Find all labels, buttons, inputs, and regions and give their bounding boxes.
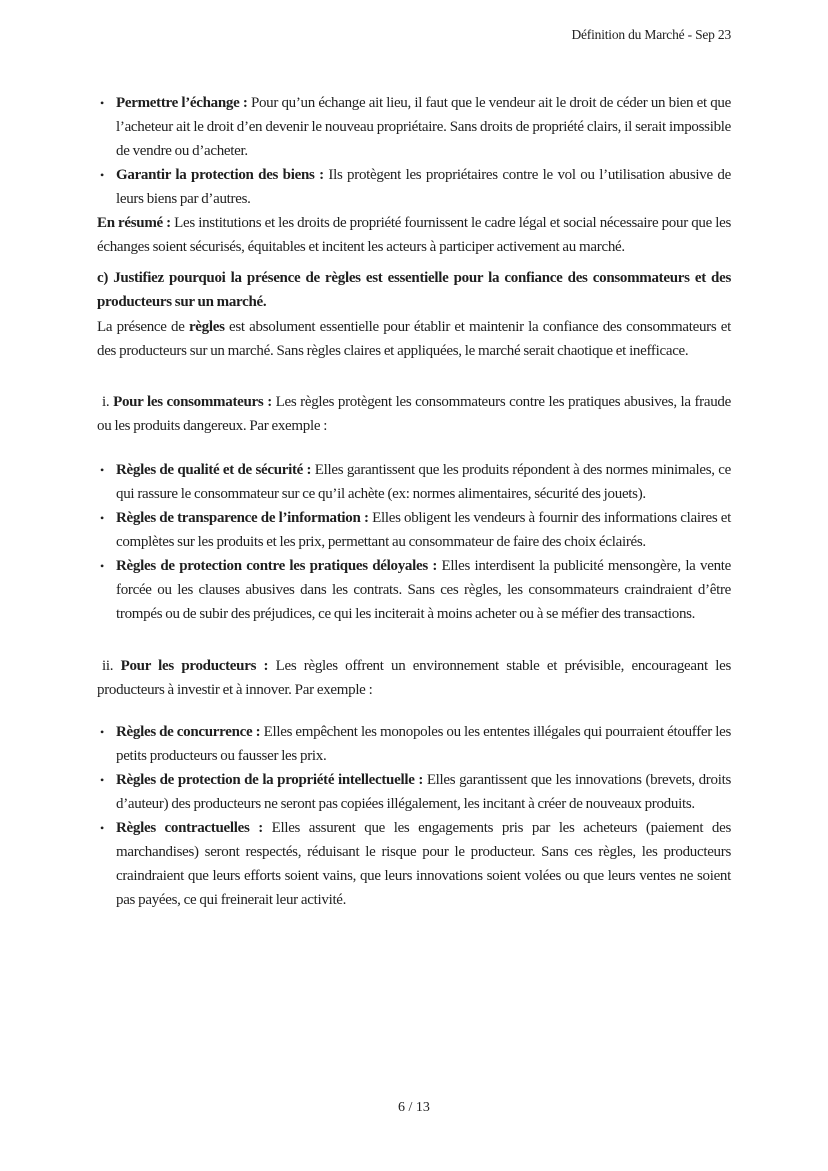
item-text: Elles empêchent les monopoles ou les ententes illégales qui pourraient étouffer les petits producteurs ou fausser les prix. (116, 724, 731, 764)
document-header: Définition du Marché - Sep 23 (571, 27, 731, 42)
answer-bold-word: règles (188, 319, 225, 335)
list-item (97, 506, 731, 554)
list-item (97, 163, 731, 211)
consumer-rules-list (97, 458, 731, 626)
question-c-heading: c) Justifiez pourquoi la présence de règles est essentielle pour la confiance des consommateurs et des producteurs sur un marché. (97, 270, 731, 310)
bullet-icon: • (100, 559, 104, 573)
list-item (97, 91, 731, 163)
item-text: Elles obligent les vendeurs à fournir des informations claires et complètes sur les produits et les prix, permettant au consommateur de faire des choix éclairés. (116, 510, 731, 550)
summary-paragraph (97, 211, 731, 259)
document-content (97, 91, 731, 912)
consumers-text: Les règles protègent les consommateurs contre les pratiques abusives, la fraude ou les produits dangereux. Par exemple : (97, 394, 731, 434)
consumers-prefix: i. (102, 394, 110, 410)
item-text: Elles garantissent que les innovations (brevets, droits d’auteur) des producteurs ne seront pas copiées illégalement, les incitant à créer de nouveaux produits. (116, 772, 731, 812)
list-item (97, 720, 731, 768)
bullet-icon: • (100, 773, 104, 787)
item-lead: Règles de qualité et de sécurité : (116, 462, 312, 478)
bullet-icon: • (100, 511, 104, 525)
producers-lead: Pour les producteurs : (120, 658, 269, 674)
item-lead: Garantir la protection des biens : (116, 167, 324, 183)
bullet-icon: • (100, 168, 104, 182)
summary-text: Les institutions et les droits de propriété fournissent le cadre légal et social nécessaire pour que les échanges soient sécurisés, équitables et incitent les acteurs à participer activement au marché. (97, 215, 731, 255)
list-item (97, 768, 731, 816)
bullet-icon: • (100, 725, 104, 739)
item-text: Ils protègent les propriétaires contre le vol ou l’utilisation abusive de leurs biens par d’autres. (116, 167, 731, 207)
page-number: 6 / 13 (398, 1100, 430, 1115)
bullet-icon: • (100, 463, 104, 477)
list-item (97, 458, 731, 506)
item-text: Elles interdisent la publicité mensongère, la vente forcée ou les clauses abusives dans les contrats. Sans ces règles, les consommateurs craindraient d’être trompés ou de subir des préjudices, ce qui les inciterait à moins acheter ou à se méfier des transactions. (116, 558, 731, 622)
item-lead: Règles de protection contre les pratiques déloyales : (116, 558, 438, 574)
item-text: Elles assurent que les engagements pris par les acheteurs (paiement des marchandises) seront respectés, réduisant le risque pour le producteur. Sans ces règles, les producteurs craindraient que leurs efforts soient vains, que leurs innovations soient volées ou que leurs ventes ne soient pas payées, ce qui freinerait leur activité. (116, 820, 731, 908)
item-text: Elles garantissent que les produits répondent à des normes minimales, ce qui rassure le consommateur sur ce qu’il achète (ex: normes alimentaires, sécurité des jouets). (116, 462, 731, 502)
consumers-intro (97, 390, 731, 438)
summary-lead: En résumé : (97, 215, 171, 231)
item-text: Pour qu’un échange ait lieu, il faut que le vendeur ait le droit de céder un bien et que l’acheteur ait le droit d’en devenir le nouveau propriétaire. Sans droits de propriété clairs, il serait impossible de vendre ou d’acheter. (116, 95, 731, 159)
question-c-answer (97, 315, 731, 363)
item-lead: Règles de protection de la propriété intellectuelle : (116, 772, 424, 788)
bullet-icon: • (100, 96, 104, 110)
item-lead: Règles de concurrence : (116, 724, 261, 740)
answer-text-rest: est absolument essentielle pour établir et maintenir la confiance des consommateurs et des producteurs sur un marché. Sans règles claires et appliquées, le marché serait chaotique et inefficace. (97, 319, 731, 359)
bullet-icon: • (100, 821, 104, 835)
producers-prefix: ii. (102, 658, 114, 674)
list-item (97, 554, 731, 626)
property-rights-list (97, 91, 731, 211)
producers-intro (97, 654, 731, 702)
item-lead: Règles contractuelles : (116, 820, 263, 836)
producers-text: Les règles offrent un environnement stable et prévisible, encourageant les producteurs à investir et à innover. Par exemple : (97, 658, 731, 698)
consumers-lead: Pour les consommateurs : (113, 394, 272, 410)
producer-rules-list (97, 720, 731, 912)
item-lead: Permettre l’échange : (116, 95, 248, 111)
item-lead: Règles de transparence de l’information : (116, 510, 369, 526)
answer-text-pre: La présence de (97, 319, 185, 335)
list-item (97, 816, 731, 912)
